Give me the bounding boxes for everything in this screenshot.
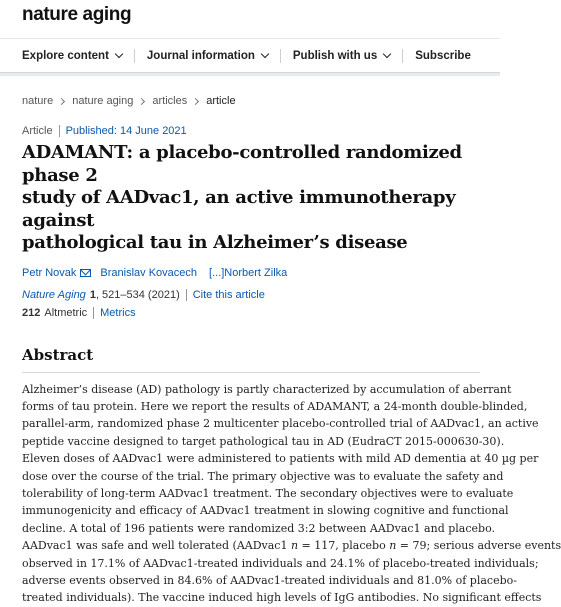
nav-label: Journal information <box>146 49 255 62</box>
abstract-line: forms of tau protein. Here we report the results of ADAMANT, a 24-month double-blinded, <box>22 399 528 413</box>
nav-label: Publish with us <box>292 49 378 62</box>
mail-icon[interactable] <box>80 269 91 277</box>
abstract-line: tolerability of long-term AADvac1 treatment. The secondary objectives were to evaluate <box>22 486 514 500</box>
journal-name: Nature Aging <box>22 288 86 301</box>
author-list <box>0 255 500 279</box>
abstract-line: adverse events observed in 84.6% of AADvac1-treated individuals and 81.0% of placebo- <box>22 573 517 587</box>
title-line: ADAMANT: a placebo-controlled randomized phase 2 <box>22 142 462 186</box>
abstract-line: immunogenicity and efficacy of AADvac1 treatment in slowing cognitive and functional <box>22 504 509 518</box>
abstract-line: Eleven doses of AADvac1 were administered to patients with mild AD dementia at 40 µg per <box>22 452 539 466</box>
nav-subscribe[interactable] <box>415 50 471 62</box>
article-type: Article <box>22 125 53 137</box>
site-header <box>0 0 500 38</box>
cite-this-article-link[interactable]: Cite this article <box>192 288 265 301</box>
breadcrumb-item-articles[interactable]: articles <box>152 95 188 107</box>
breadcrumb <box>0 76 500 116</box>
abstract-line: AADvac1 was safe and well tolerated (AADvac1 n = 117, placebo n = 79; serious adverse events <box>22 539 561 553</box>
metrics-link[interactable]: Metrics <box>100 306 136 319</box>
breadcrumb-item-nature-aging[interactable]: nature aging <box>72 95 134 107</box>
main-nav <box>0 38 500 72</box>
article-metrics <box>0 301 500 319</box>
chevron-right-icon <box>58 97 65 104</box>
nav-journal-information[interactable] <box>147 50 268 62</box>
abstract-line: observed in 17.1% of AADvac1-treated individuals and 24.1% of placebo-treated individuals; <box>22 556 539 570</box>
article-title <box>0 142 500 255</box>
abstract-line: parallel-arm, randomized phase 2 multicenter placebo-controlled trial of AADvac1, an active <box>22 417 539 431</box>
nav-divider <box>402 49 403 63</box>
nav-publish-with-us[interactable] <box>293 50 390 62</box>
meta-divider <box>59 125 60 137</box>
abstract-line: peptide vaccine designed to target pathological tau in AD (EudraCT 2015-000630-30). <box>22 434 505 448</box>
chevron-down-icon <box>383 50 391 58</box>
breadcrumb-item-article: article <box>206 95 236 107</box>
nav-label: Explore content <box>22 49 109 62</box>
chevron-down-icon <box>261 50 269 58</box>
abstract-body <box>0 373 561 607</box>
journal-pages: , 521–534 (2021) <box>95 288 180 301</box>
metrics-divider <box>93 307 94 319</box>
abstract-line: decline. A total of 196 patients were randomized 3:2 between AADvac1 and placebo. <box>22 521 495 535</box>
title-line: pathological tau in Alzheimer’s disease <box>22 232 408 253</box>
citation-line <box>0 279 500 301</box>
journal-volume: 1 <box>89 288 96 301</box>
abstract-line: dose over the course of the trial. The primary objective was to evaluate the safety and <box>22 469 504 483</box>
altmetric-label: Altmetric <box>44 306 88 319</box>
chevron-right-icon <box>192 97 199 104</box>
nav-label: Subscribe <box>415 49 471 62</box>
chevron-right-icon <box>138 97 145 104</box>
citation-divider <box>186 289 187 301</box>
nav-explore-content[interactable] <box>22 50 122 62</box>
nav-divider <box>280 49 281 63</box>
chevron-down-icon <box>115 50 123 58</box>
journal-logo[interactable]: nature aging <box>22 4 132 25</box>
abstract-line: Alzheimer’s disease (AD) pathology is partly characterized by accumulation of aberrant <box>22 382 512 396</box>
article-meta <box>0 116 500 138</box>
altmetric-count: 212 <box>22 306 41 319</box>
breadcrumb-item-nature[interactable]: nature <box>22 95 54 107</box>
author-link[interactable]: Branislav Kovacech <box>100 266 198 279</box>
title-line: study of AADvac1, an active immunotherapy against <box>22 187 456 231</box>
abstract-line: treated individuals). The vaccine induced high levels of IgG antibodies. No significant effects <box>22 591 542 605</box>
published-date: Published: 14 June 2021 <box>65 125 187 137</box>
author-link[interactable]: Petr Novak <box>22 266 77 279</box>
abstract-heading: Abstract <box>22 345 94 364</box>
nav-divider <box>134 49 135 63</box>
author-link[interactable]: [...]Norbert Zilka <box>209 266 288 279</box>
